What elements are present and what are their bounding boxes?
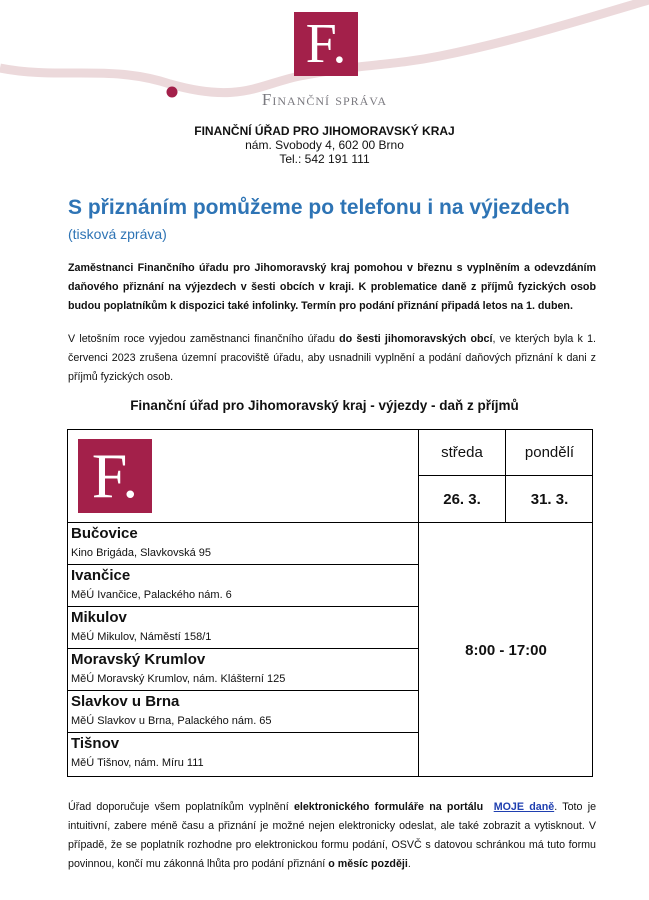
location-city: Ivančice — [71, 567, 131, 584]
office-header — [0, 124, 649, 166]
table-divider — [418, 475, 593, 476]
location-city: Bučovice — [71, 525, 138, 542]
table-logo: F. — [78, 439, 152, 513]
row-divider — [68, 732, 419, 733]
location-city: Tišnov — [71, 735, 120, 752]
schedule-table-title: Finanční úřad pro Jihomoravský kraj - výjezdy - daň z příjmů — [130, 398, 519, 413]
day-header-monday: pondělí — [524, 444, 575, 461]
brand-name-text: Finanční správa — [261, 90, 388, 109]
brand-name — [0, 90, 649, 110]
body-text-2: , ve kterých byla k 1. červenci 2023 zrušena územní pracoviště úřadu, aby usnadnili vyplnění a podání daňových přiznání k dani z příjmů fyzických osob. — [68, 333, 596, 383]
location-city: Slavkov u Brna — [71, 693, 180, 710]
schedule-table — [67, 429, 593, 777]
financni-sprava-logo: F. — [294, 12, 358, 76]
date-monday: 31. 3. — [530, 491, 569, 508]
row-divider — [68, 690, 419, 691]
footer-text-2: . Toto je intuitivní, zabere méně času a přiznání je možné nejen elektronicky odeslat, ale také zobrazit a vytisknout. V případě, že se poplatník rozhodne pro elektronickou formu podání, OSVČ s datovou schránkou má tuto formu povinnou, končí mu zákonná lhůta pro podání přiznání — [68, 801, 597, 870]
office-hours: 8:00 - 17:00 — [465, 641, 547, 659]
location-address: MěÚ Ivančice, Palackého nám. 6 — [71, 589, 232, 601]
location-address: MěÚ Moravský Krumlov, nám. Klášterní 125 — [71, 673, 286, 685]
footer-text-bold: elektronického formuláře na portálu — [293, 801, 484, 813]
location-address: MěÚ Slavkov u Brna, Palackého nám. 65 — [71, 715, 272, 727]
moje-dane-link[interactable]: MOJE daně — [493, 801, 555, 813]
date-wednesday: 26. 3. — [443, 491, 481, 508]
row-divider — [68, 564, 419, 565]
location-city: Moravský Krumlov — [71, 651, 206, 668]
body-text-bold: do šesti jihomoravských obcí — [339, 333, 493, 345]
location-city: Mikulov — [71, 609, 127, 626]
location-address: MěÚ Tišnov, nám. Míru 111 — [71, 757, 204, 769]
intro-paragraph: Zaměstnanci Finančního úřadu pro Jihomoravský kraj pomohou v březnu s vyplněním a odevzdáním daňového přiznání na výjezdech v šesti obcích v kraji. K problematice daně z příjmů fyzických osob budou poplatníkům k dispozici také infolinky. Termín pro podání přiznání připadá letos na 1. duben. — [68, 262, 596, 312]
row-divider — [68, 648, 419, 649]
footer-paragraph — [68, 798, 596, 874]
footer-text-1: Úřad doporučuje všem poplatníkům vyplnění — [68, 801, 294, 813]
office-name: FINANČNÍ ÚŘAD PRO JIHOMORAVSKÝ KRAJ — [194, 124, 455, 138]
press-release-subtitle: (tisková zpráva) — [68, 226, 167, 242]
location-address: MěÚ Mikulov, Náměstí 158/1 — [71, 631, 212, 643]
day-header-wednesday: středa — [441, 444, 483, 461]
office-phone: Tel.: 542 191 111 — [279, 152, 370, 166]
body-text-1: V letošním roce vyjedou zaměstnanci finančního úřadu — [68, 333, 340, 345]
press-release-title: S přiznáním pomůžeme po telefonu i na výjezdech — [68, 196, 570, 219]
footer-text-bold-2: o měsíc později — [328, 858, 408, 870]
row-divider — [68, 606, 419, 607]
footer-text-3: . — [407, 858, 411, 870]
body-paragraph — [68, 330, 596, 387]
office-address: nám. Svobody 4, 602 00 Brno — [245, 138, 404, 152]
location-address: Kino Brigáda, Slavkovská 95 — [71, 547, 212, 559]
